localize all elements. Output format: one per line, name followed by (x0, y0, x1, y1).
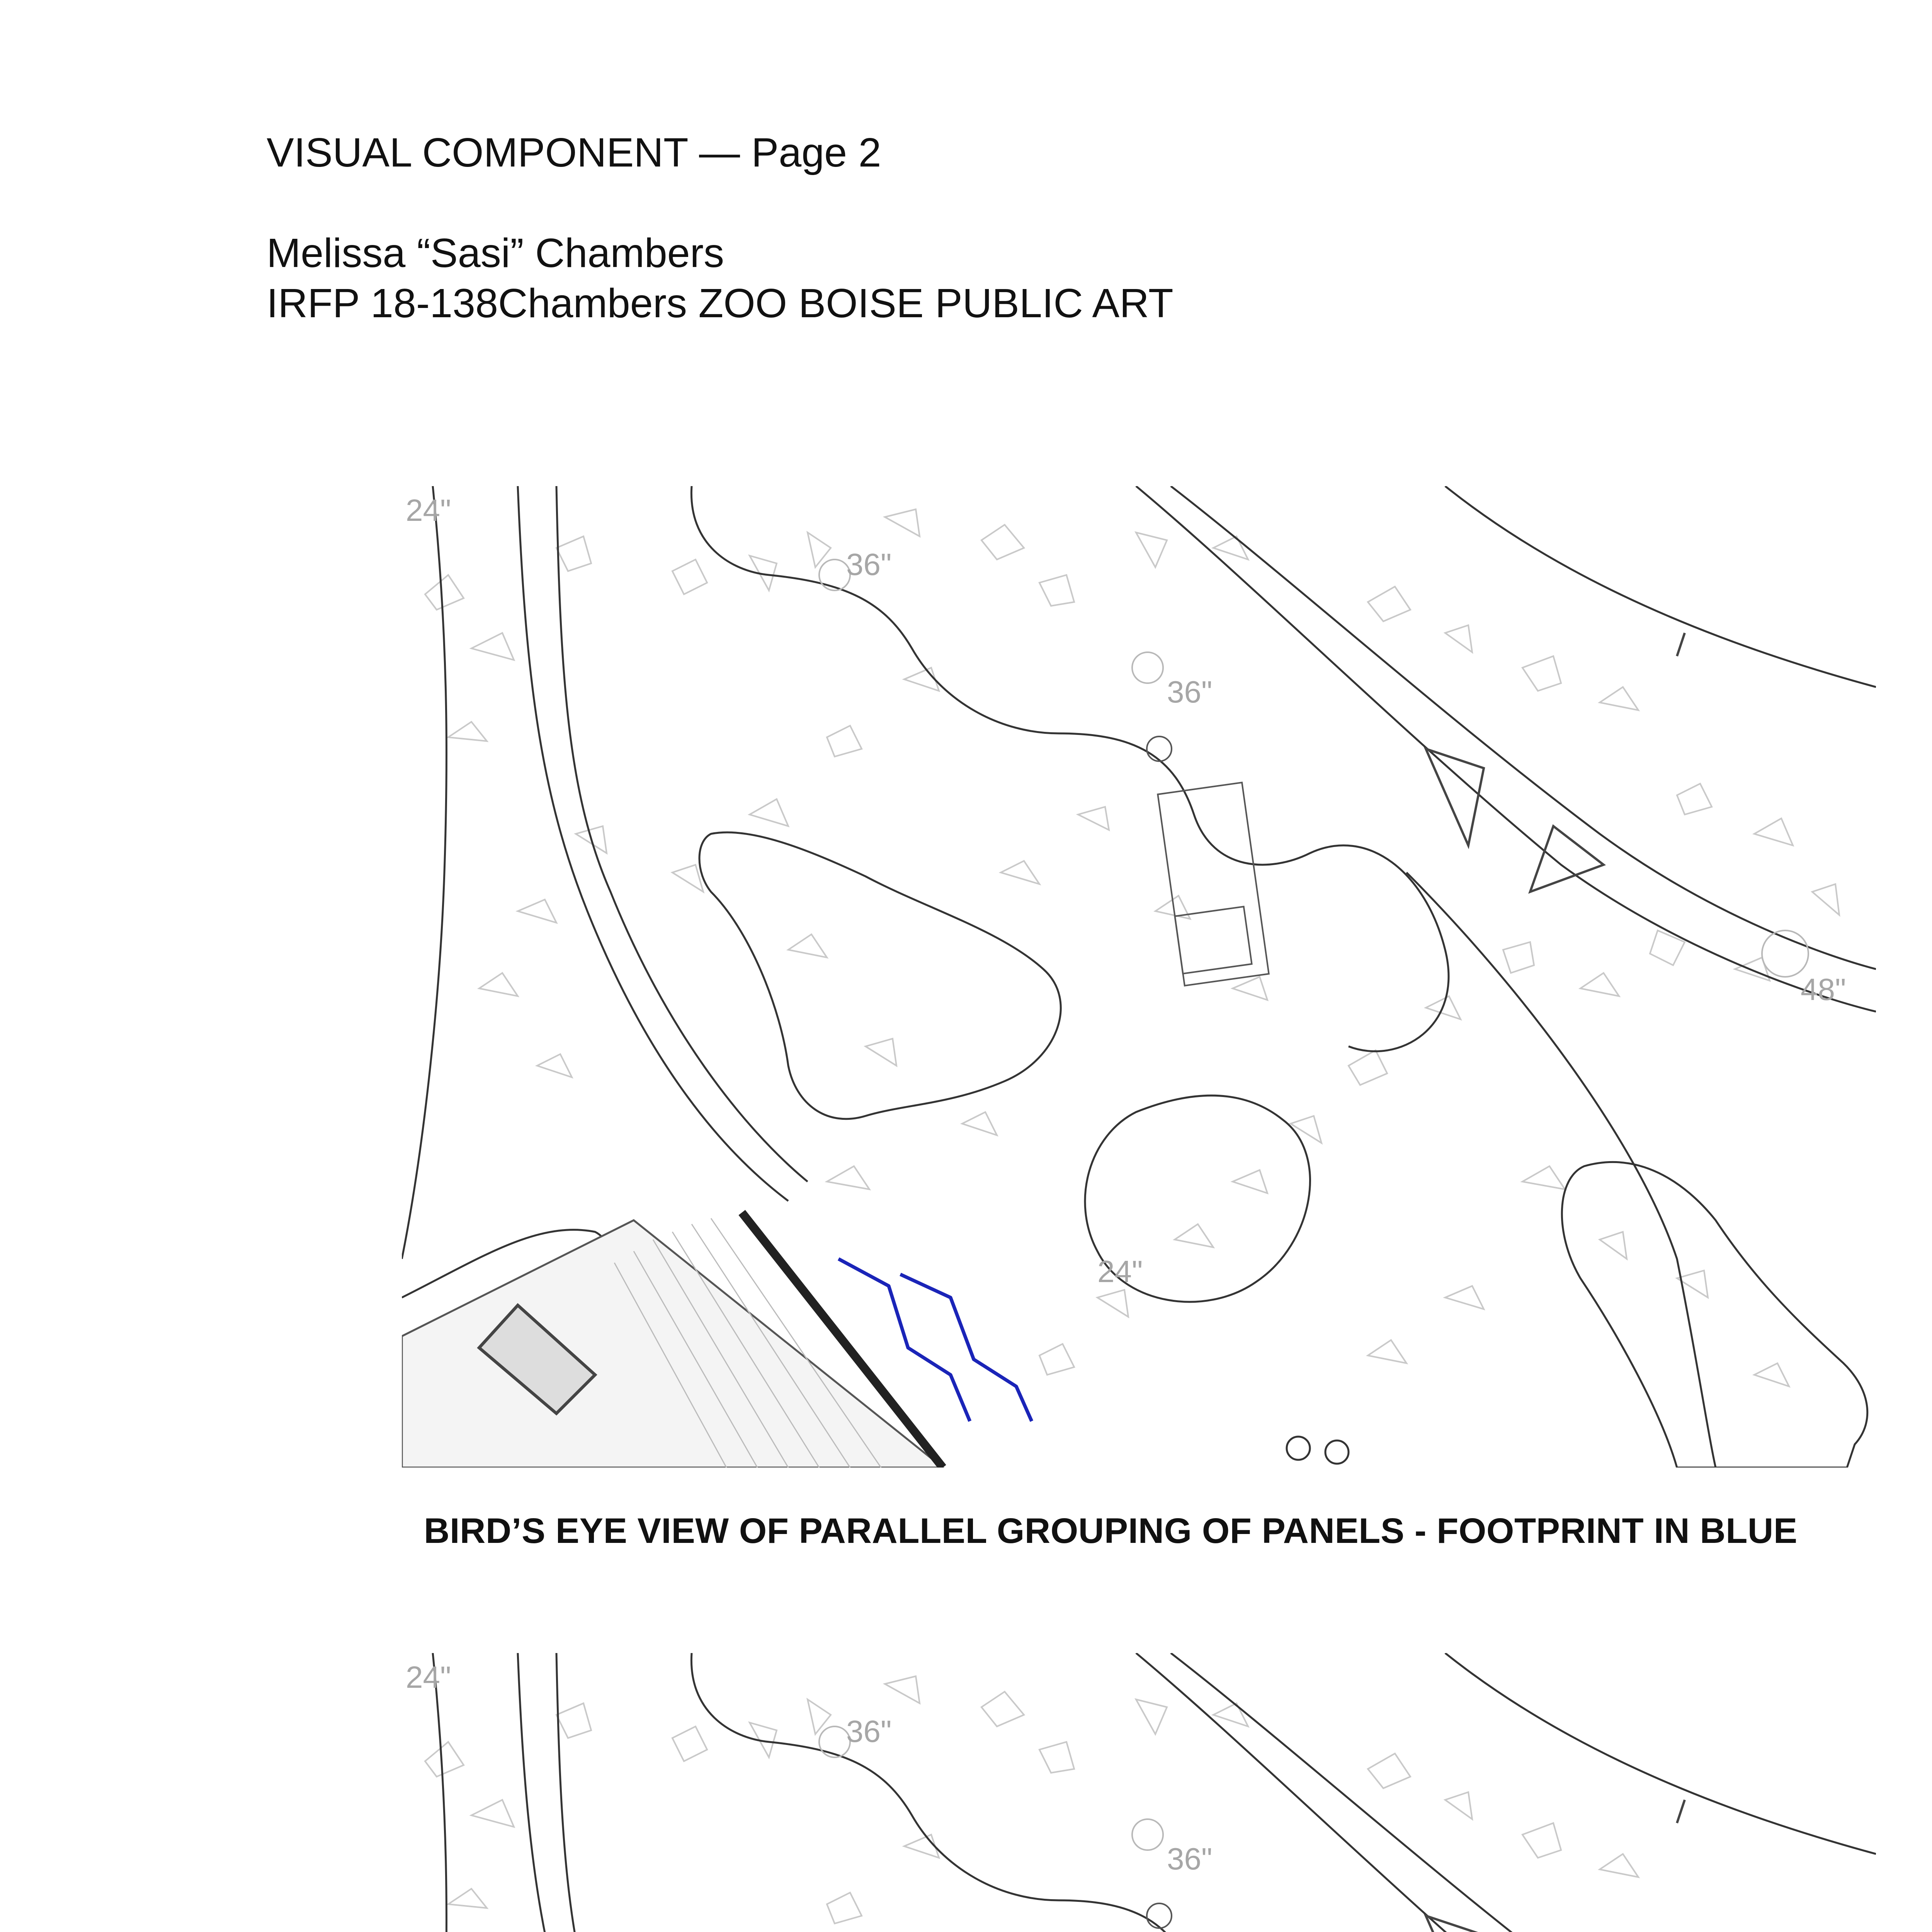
birds-eye-plan (402, 486, 1876, 1468)
site-plan-drawing (402, 1653, 1876, 1932)
boardwalk-deck (402, 1213, 943, 1468)
dim-label-24-top: 24" (406, 493, 451, 527)
artist-name: Melissa “Sasi” Chambers (267, 230, 724, 276)
dim-label-36-b: 36" (1167, 675, 1213, 709)
hydrant-symbol (1287, 1437, 1349, 1464)
dim-label-36-a: 36" (846, 547, 892, 582)
page-title: VISUAL COMPONENT — Page 2 (267, 130, 881, 175)
path-linework (402, 1653, 1876, 1932)
texture-hatch (425, 1676, 1839, 1932)
orthogonal-plan (402, 1653, 1876, 1932)
page-header (267, 128, 1173, 328)
structure-shelter (819, 1726, 1808, 1932)
bridge-linework (1426, 1800, 1685, 1932)
bridge-linework (1426, 633, 1685, 892)
project-reference: IRFP 18-138Chambers ZOO BOISE PUBLIC ART (267, 281, 1173, 326)
dim-label-36-b: 36" (1167, 1842, 1213, 1876)
site-plan-drawing (402, 486, 1876, 1468)
structure-shelter (819, 560, 1808, 986)
caption-birds-eye: BIRD’S EYE VIEW OF PARALLEL GROUPING OF PANELS - FOOTPRINT IN BLUE (424, 1511, 1798, 1551)
dim-label-36-a: 36" (846, 1714, 892, 1748)
dim-label-24-top: 24" (406, 1660, 451, 1694)
dim-label-48: 48" (1801, 972, 1846, 1007)
dim-label-24-mid: 24" (1097, 1254, 1143, 1289)
panel-footprint-blue (838, 1259, 1032, 1421)
